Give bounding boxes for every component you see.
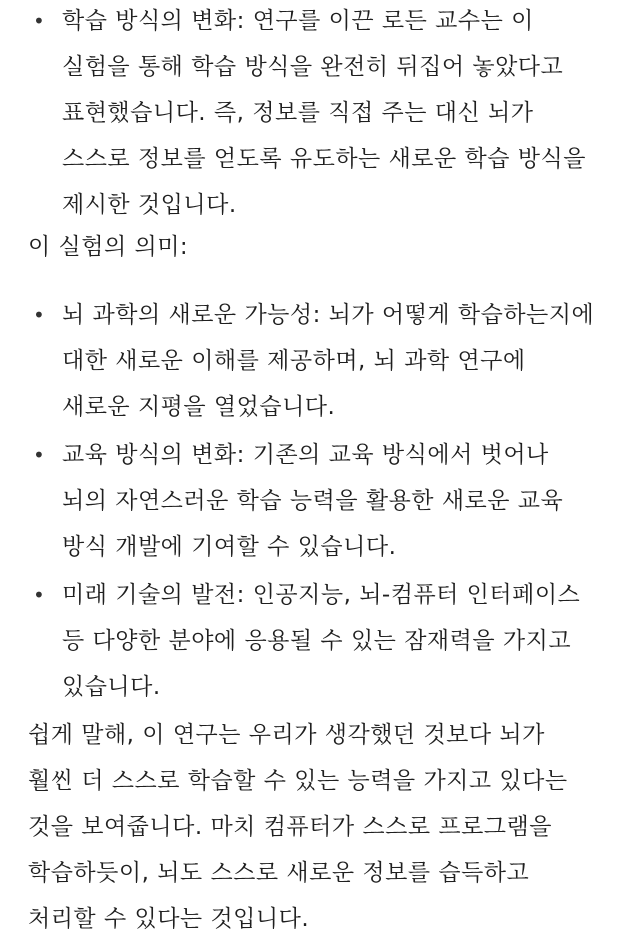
summary-line: 쉽게 말해, 이 연구는 우리가 생각했던 것보다 뇌가 <box>28 722 545 748</box>
item-line: 실험을 통해 학습 방식을 완전히 뒤집어 놓았다고 <box>62 54 564 80</box>
item-line: 스스로 정보를 얻도록 유도하는 새로운 학습 방식을 <box>62 146 586 172</box>
bullet-dot: • <box>33 443 46 467</box>
item-line: 있습니다. <box>62 674 161 700</box>
item-line: 대한 새로운 이해를 제공하며, 뇌 과학 연구에 <box>62 348 526 374</box>
item-line: 학습 방식의 변화: 연구를 이끈 로든 교수는 이 <box>62 8 534 34</box>
item-line: 제시한 것입니다. <box>62 192 237 218</box>
item-line: 뇌 과학의 새로운 가능성: 뇌가 어떻게 학습하는지에 <box>62 302 595 328</box>
item-line: 표현했습니다. 즉, 정보를 직접 주는 대신 뇌가 <box>62 100 534 126</box>
item-line: 미래 기술의 발전: 인공지능, 뇌-컴퓨터 인터페이스 <box>62 582 581 608</box>
meaning-list-3 <box>28 572 622 710</box>
item-line: 뇌의 자연스러운 학습 능력을 활용한 새로운 교육 <box>62 488 564 514</box>
item-line: 등 다양한 분야에 응용될 수 있는 잠재력을 가지고 <box>62 628 572 654</box>
meaning-list-2 <box>28 432 622 570</box>
bullet-list-top <box>28 0 622 228</box>
meaning-list <box>28 292 622 430</box>
bullet-dot: • <box>33 583 46 607</box>
summary-line: 것을 보여줍니다. 마치 컴퓨터가 스스로 프로그램을 <box>28 814 552 840</box>
bullet-dot: • <box>33 303 46 327</box>
heading-text: 이 실험의 의미: <box>28 234 189 260</box>
item-line: 교육 방식의 변화: 기존의 교육 방식에서 벗어나 <box>62 442 549 468</box>
list-item-education <box>28 432 622 570</box>
list-item-future-tech <box>28 572 622 710</box>
summary-line: 처리할 수 있다는 것입니다. <box>28 906 310 932</box>
item-line: 새로운 지평을 열었습니다. <box>62 394 336 420</box>
list-item-neuroscience <box>28 292 622 430</box>
bullet-dot: • <box>33 9 46 33</box>
summary-line: 훨씬 더 스스로 학습할 수 있는 능력을 가지고 있다는 <box>28 768 568 794</box>
list-item-learning-method <box>28 0 622 228</box>
item-line: 방식 개발에 기여할 수 있습니다. <box>62 534 397 560</box>
section-heading <box>28 224 188 270</box>
summary-paragraph <box>28 712 622 942</box>
summary-line: 학습하듯이, 뇌도 스스로 새로운 정보를 습득하고 <box>28 860 530 886</box>
